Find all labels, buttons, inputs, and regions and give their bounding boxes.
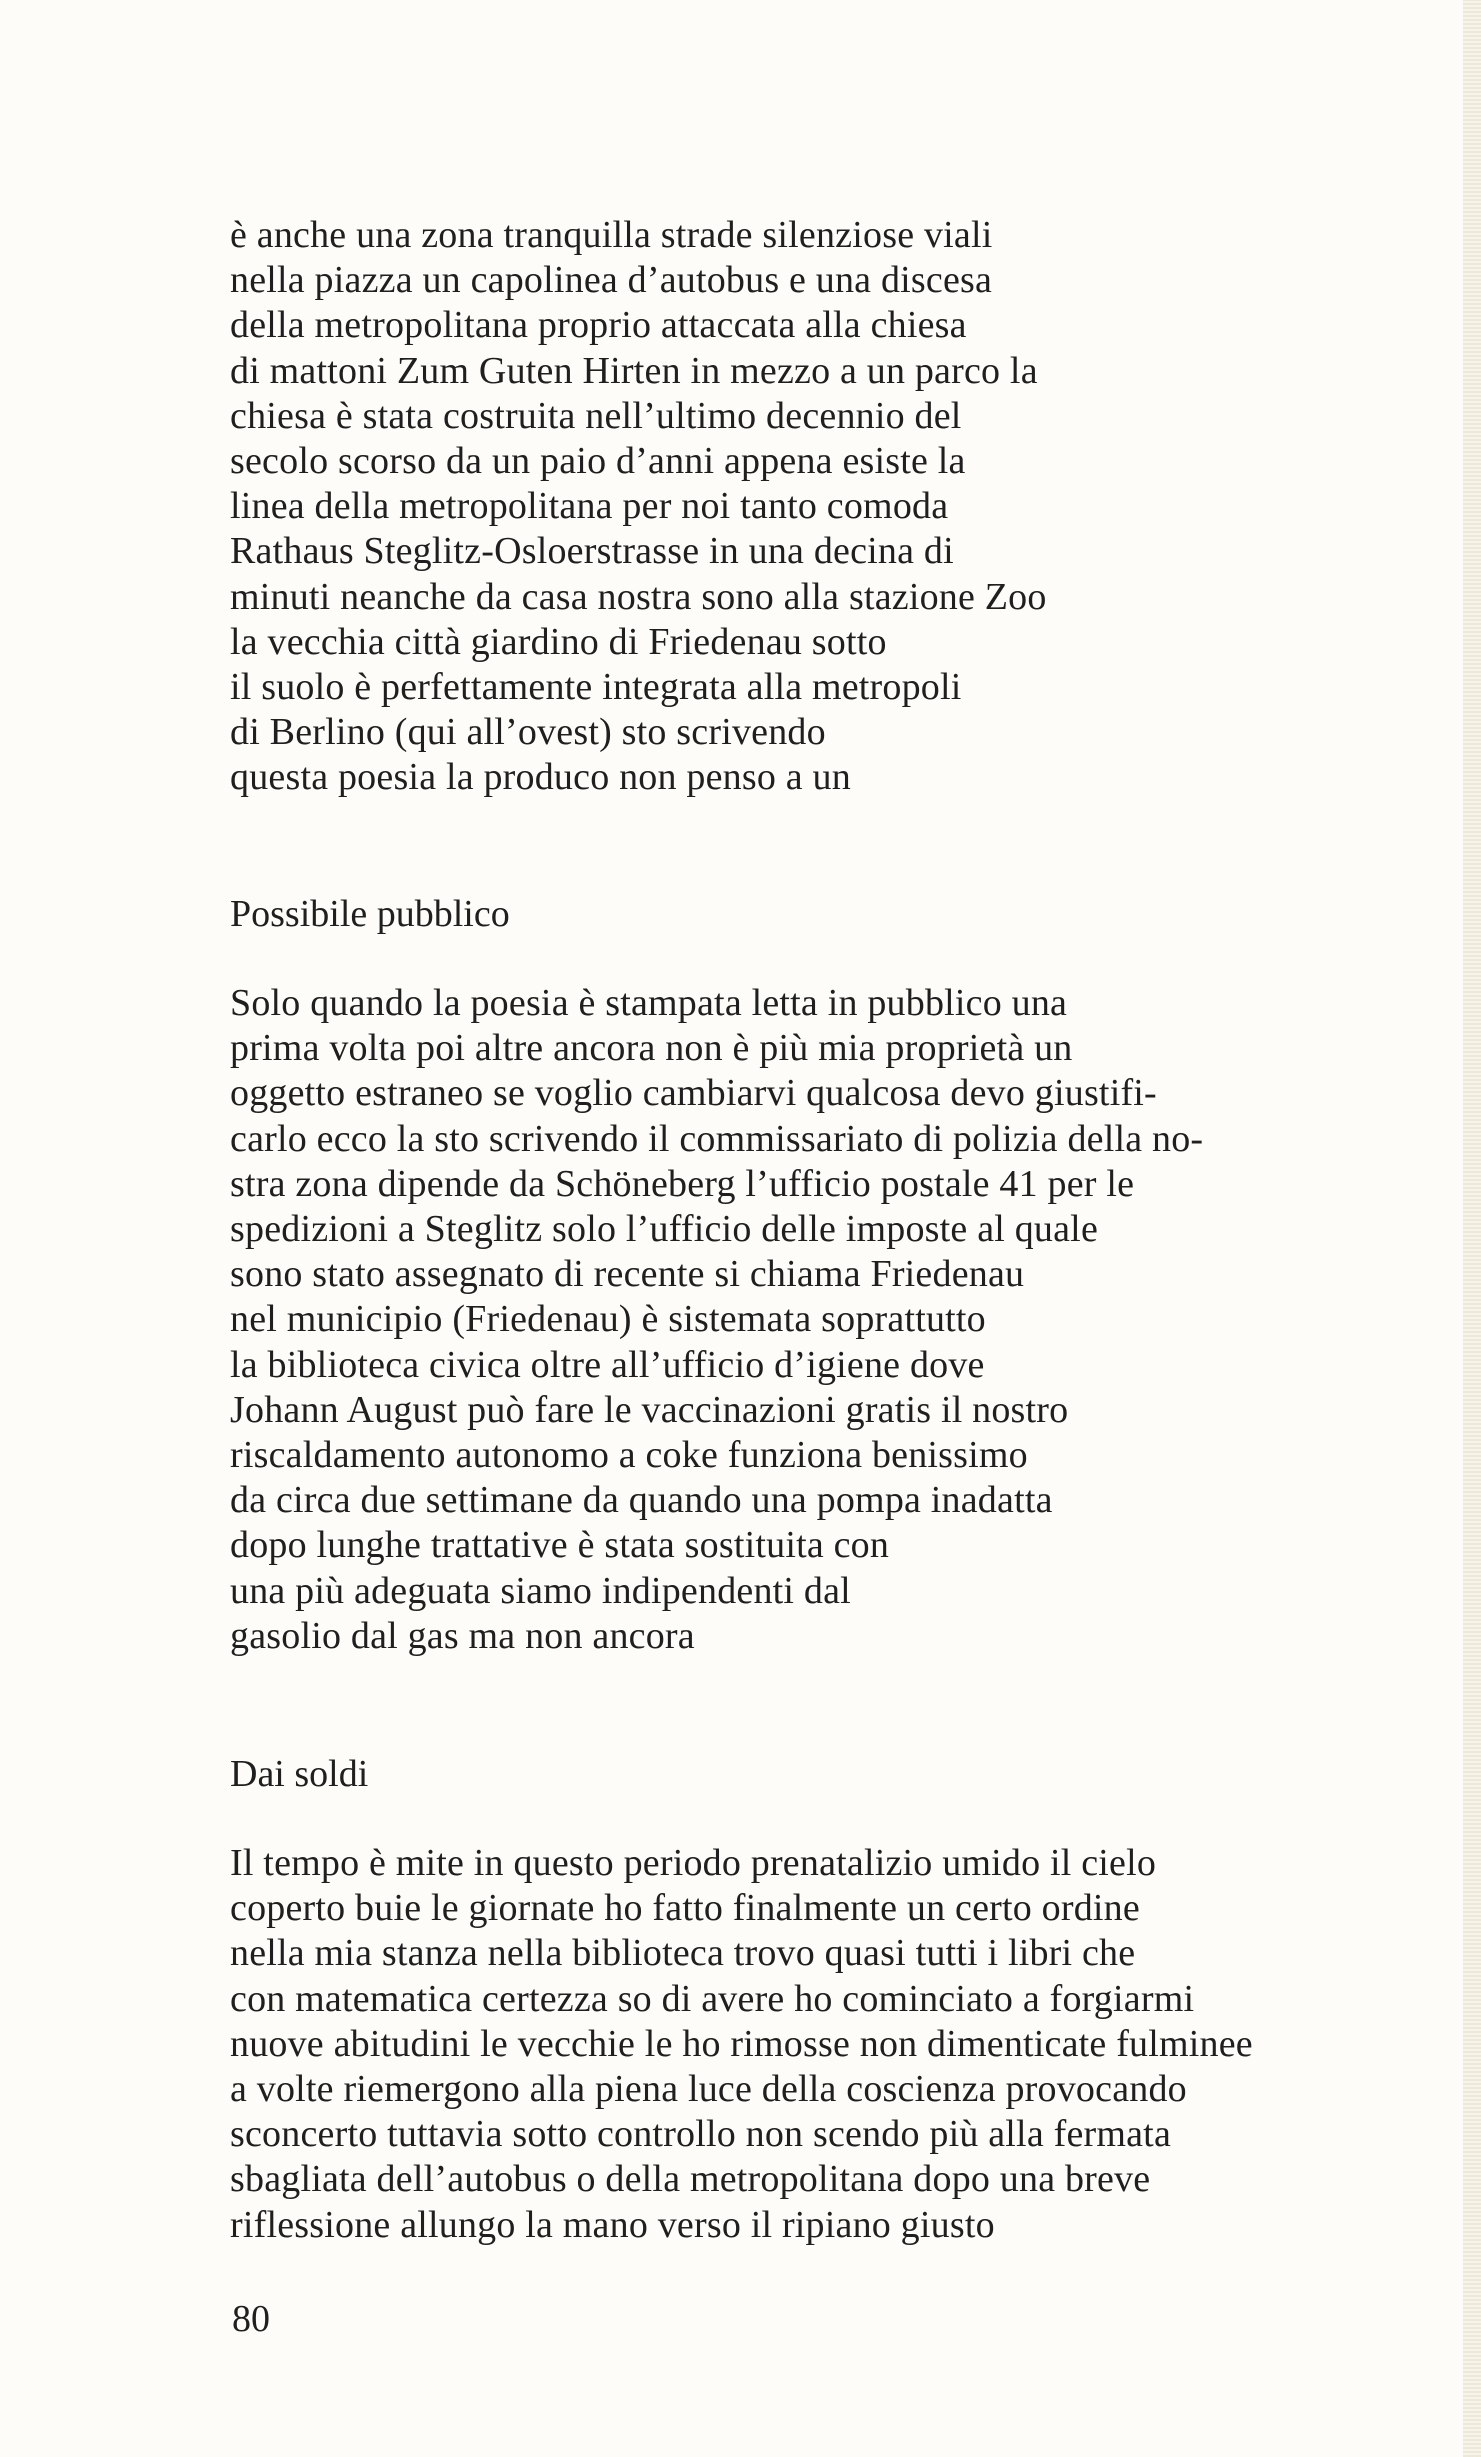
text-line: una più adeguata siamo indipendenti dal	[230, 1569, 851, 1612]
stanza-1	[230, 213, 1410, 801]
text-line: Solo quando la poesia è stampata letta in pubblico una	[230, 982, 1068, 1024]
text-line: la vecchia città giardino di Friedenau sotto	[230, 620, 887, 663]
text-line: dopo lunghe trattative è stata sostituita con	[230, 1524, 890, 1567]
text-line: della metropolitana proprio attaccata alla chiesa	[230, 304, 967, 347]
text-line: prima volta poi altre ancora non è più mia proprietà un	[230, 1027, 1073, 1070]
section-title-dai-soldi: Dai soldi	[230, 1753, 369, 1795]
text-line: questa poesia la produco non penso a un	[230, 756, 851, 799]
text-line: nella piazza un capolinea d’autobus e una discesa	[230, 259, 993, 302]
text-line: sconcerto tuttavia sotto controllo non scendo più alla fermata	[230, 2113, 1172, 2156]
page-edge-texture	[1463, 0, 1481, 2457]
text-line: linea della metropolitana per noi tanto comoda	[230, 485, 949, 528]
text-line: è anche una zona tranquilla strade silenziose viali	[230, 214, 993, 256]
text-line: minuti neanche da casa nostra sono alla stazione Zoo	[230, 575, 1047, 618]
text-line: sono stato assegnato di recente si chiama Friedenau	[230, 1253, 1025, 1296]
text-line: Rathaus Steglitz-Osloerstrasse in una decina di	[230, 530, 954, 573]
text-line: nel municipio (Friedenau) è sistemata soprattutto	[230, 1298, 986, 1341]
section-2-body	[230, 981, 1410, 1659]
text-line: chiesa è stata costruita nell’ultimo decennio del	[230, 394, 962, 437]
text-line: oggetto estraneo se voglio cambiarvi qualcosa devo giustifi-	[230, 1072, 1157, 1115]
text-line: sbagliata dell’autobus o della metropolitana dopo una breve	[230, 2158, 1151, 2201]
text-line: Johann August può fare le vaccinazioni gratis il nostro	[230, 1388, 1069, 1431]
section-title-possibile-pubblico: Possibile pubblico	[230, 893, 510, 935]
text-line: coperto buie le giornate ho fatto finalmente un certo ordine	[230, 1887, 1140, 1930]
text-line: spedizioni a Steglitz solo l’ufficio delle imposte al quale	[230, 1208, 1099, 1251]
text-line: di Berlino (qui all’ovest) sto scrivendo	[230, 711, 826, 754]
text-line: a volte riemergono alla piena luce della coscienza provocando	[230, 2068, 1187, 2111]
text-line: gasolio dal gas ma non ancora	[230, 1614, 695, 1657]
section-3-body	[230, 1841, 1410, 2248]
text-line: riscaldamento autonomo a coke funziona benissimo	[230, 1434, 1028, 1477]
text-line: carlo ecco la sto scrivendo il commissariato di polizia della no-	[230, 1117, 1204, 1160]
text-line: il suolo è perfettamente integrata alla metropoli	[230, 666, 962, 709]
text-line: di mattoni Zum Guten Hirten in mezzo a un parco la	[230, 349, 1038, 392]
text-line: da circa due settimane da quando una pompa inadatta	[230, 1479, 1053, 1522]
page-number: 80	[232, 2298, 270, 2340]
text-line: riflessione allungo la mano verso il ripiano giusto	[230, 2203, 995, 2246]
text-line: con matematica certezza so di avere ho cominciato a forgiarmi	[230, 1977, 1195, 2020]
text-line: nella mia stanza nella biblioteca trovo quasi tutti i libri che	[230, 1932, 1136, 1975]
text-line: secolo scorso da un paio d’anni appena esiste la	[230, 440, 966, 483]
text-line: nuove abitudini le vecchie le ho rimosse non dimenticate fulminee	[230, 2022, 1253, 2065]
text-line: stra zona dipende da Schöneberg l’ufficio postale 41 per le	[230, 1162, 1135, 1205]
text-line: Il tempo è mite in questo periodo prenatalizio umido il cielo	[230, 1842, 1157, 1884]
text-line: la biblioteca civica oltre all’ufficio d’igiene dove	[230, 1343, 985, 1386]
